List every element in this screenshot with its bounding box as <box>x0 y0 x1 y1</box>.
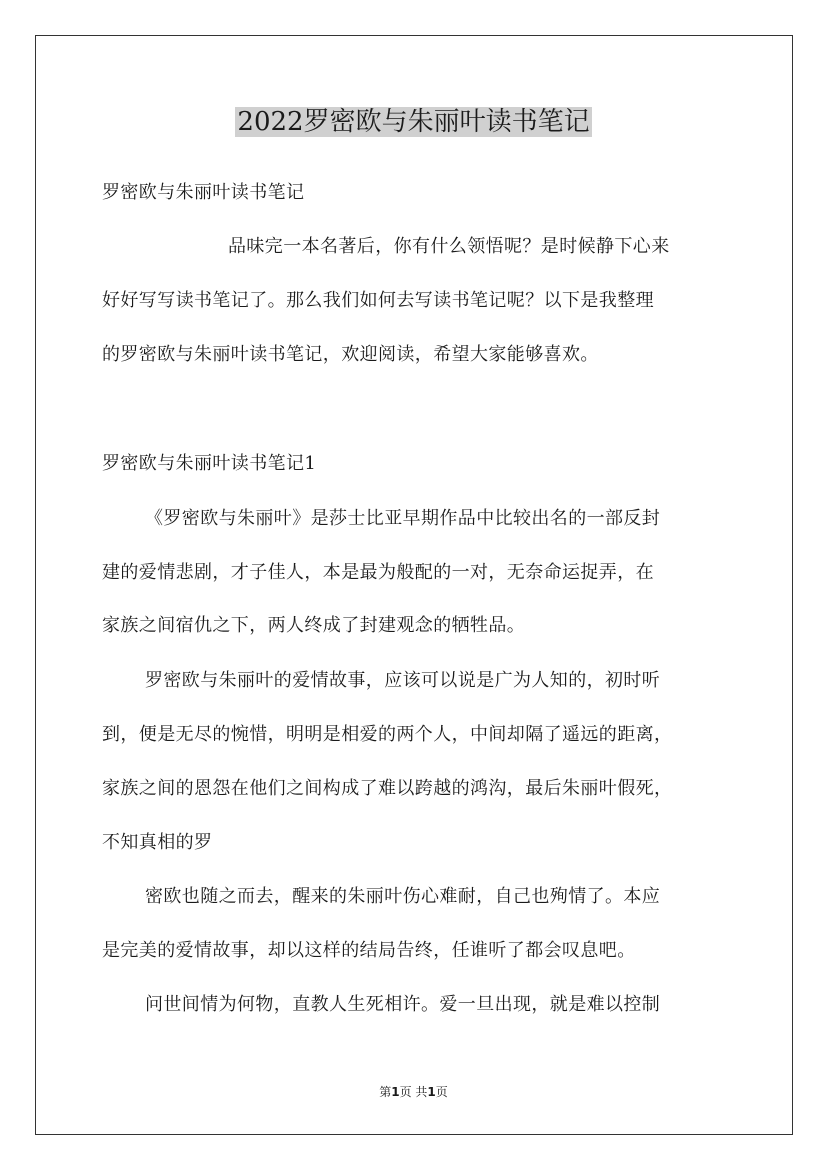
body-line-2: 建的爱情悲剧，才子佳人，本是最为般配的一对，无奈命运捉弄，在 <box>102 562 654 583</box>
footer-page-mid: 页 共 <box>399 1085 428 1099</box>
body-line-6: 家族之间的恩怨在他们之间构成了难以跨越的鸿沟，最后朱丽叶假死， <box>102 778 673 799</box>
body-line-4: 罗密欧与朱丽叶的爱情故事，应该可以说是广为人知的，初时听 <box>145 670 661 691</box>
footer-page-prefix: 第 <box>379 1085 392 1099</box>
body-line-7: 不知真相的罗 <box>102 832 213 853</box>
subtitle: 罗密欧与朱丽叶读书笔记 <box>102 182 305 203</box>
body-line-8: 密欧也随之而去，醒来的朱丽叶伤心难耐，自己也殉情了。本应 <box>145 886 661 907</box>
intro-line-1: 品味完一本名著后，你有什么领悟呢？是时候静下心来 <box>228 236 670 257</box>
footer-page-number: 1 <box>391 1085 400 1099</box>
body-line-1: 《罗密欧与朱丽叶》是莎士比亚早期作品中比较出名的一部反封 <box>145 508 661 529</box>
intro-line-2: 好好写写读书笔记了。那么我们如何去写读书笔记呢？以下是我整理 <box>102 290 654 311</box>
body-line-3: 家族之间宿仇之下，两人终成了封建观念的牺牲品。 <box>102 615 526 636</box>
footer-page-total: 1 <box>427 1085 436 1099</box>
page-footer <box>0 1083 827 1101</box>
document-title-text: 2022罗密欧与朱丽叶读书笔记 <box>237 107 590 137</box>
intro-line-3: 的罗密欧与朱丽叶读书笔记，欢迎阅读，希望大家能够喜欢。 <box>102 344 599 365</box>
body-line-10: 问世间情为何物，直教人生死相许。爱一旦出现，就是难以控制 <box>145 994 661 1015</box>
body-line-9: 是完美的爱情故事，却以这样的结局告终，任谁听了都会叹息吧。 <box>102 940 636 961</box>
body-line-5: 到，便是无尽的惋惜，明明是相爱的两个人，中间却隔了遥远的距离， <box>102 724 673 745</box>
document-title <box>0 102 827 142</box>
footer-page-suffix: 页 <box>435 1085 448 1099</box>
section-heading: 罗密欧与朱丽叶读书笔记1 <box>102 453 317 474</box>
